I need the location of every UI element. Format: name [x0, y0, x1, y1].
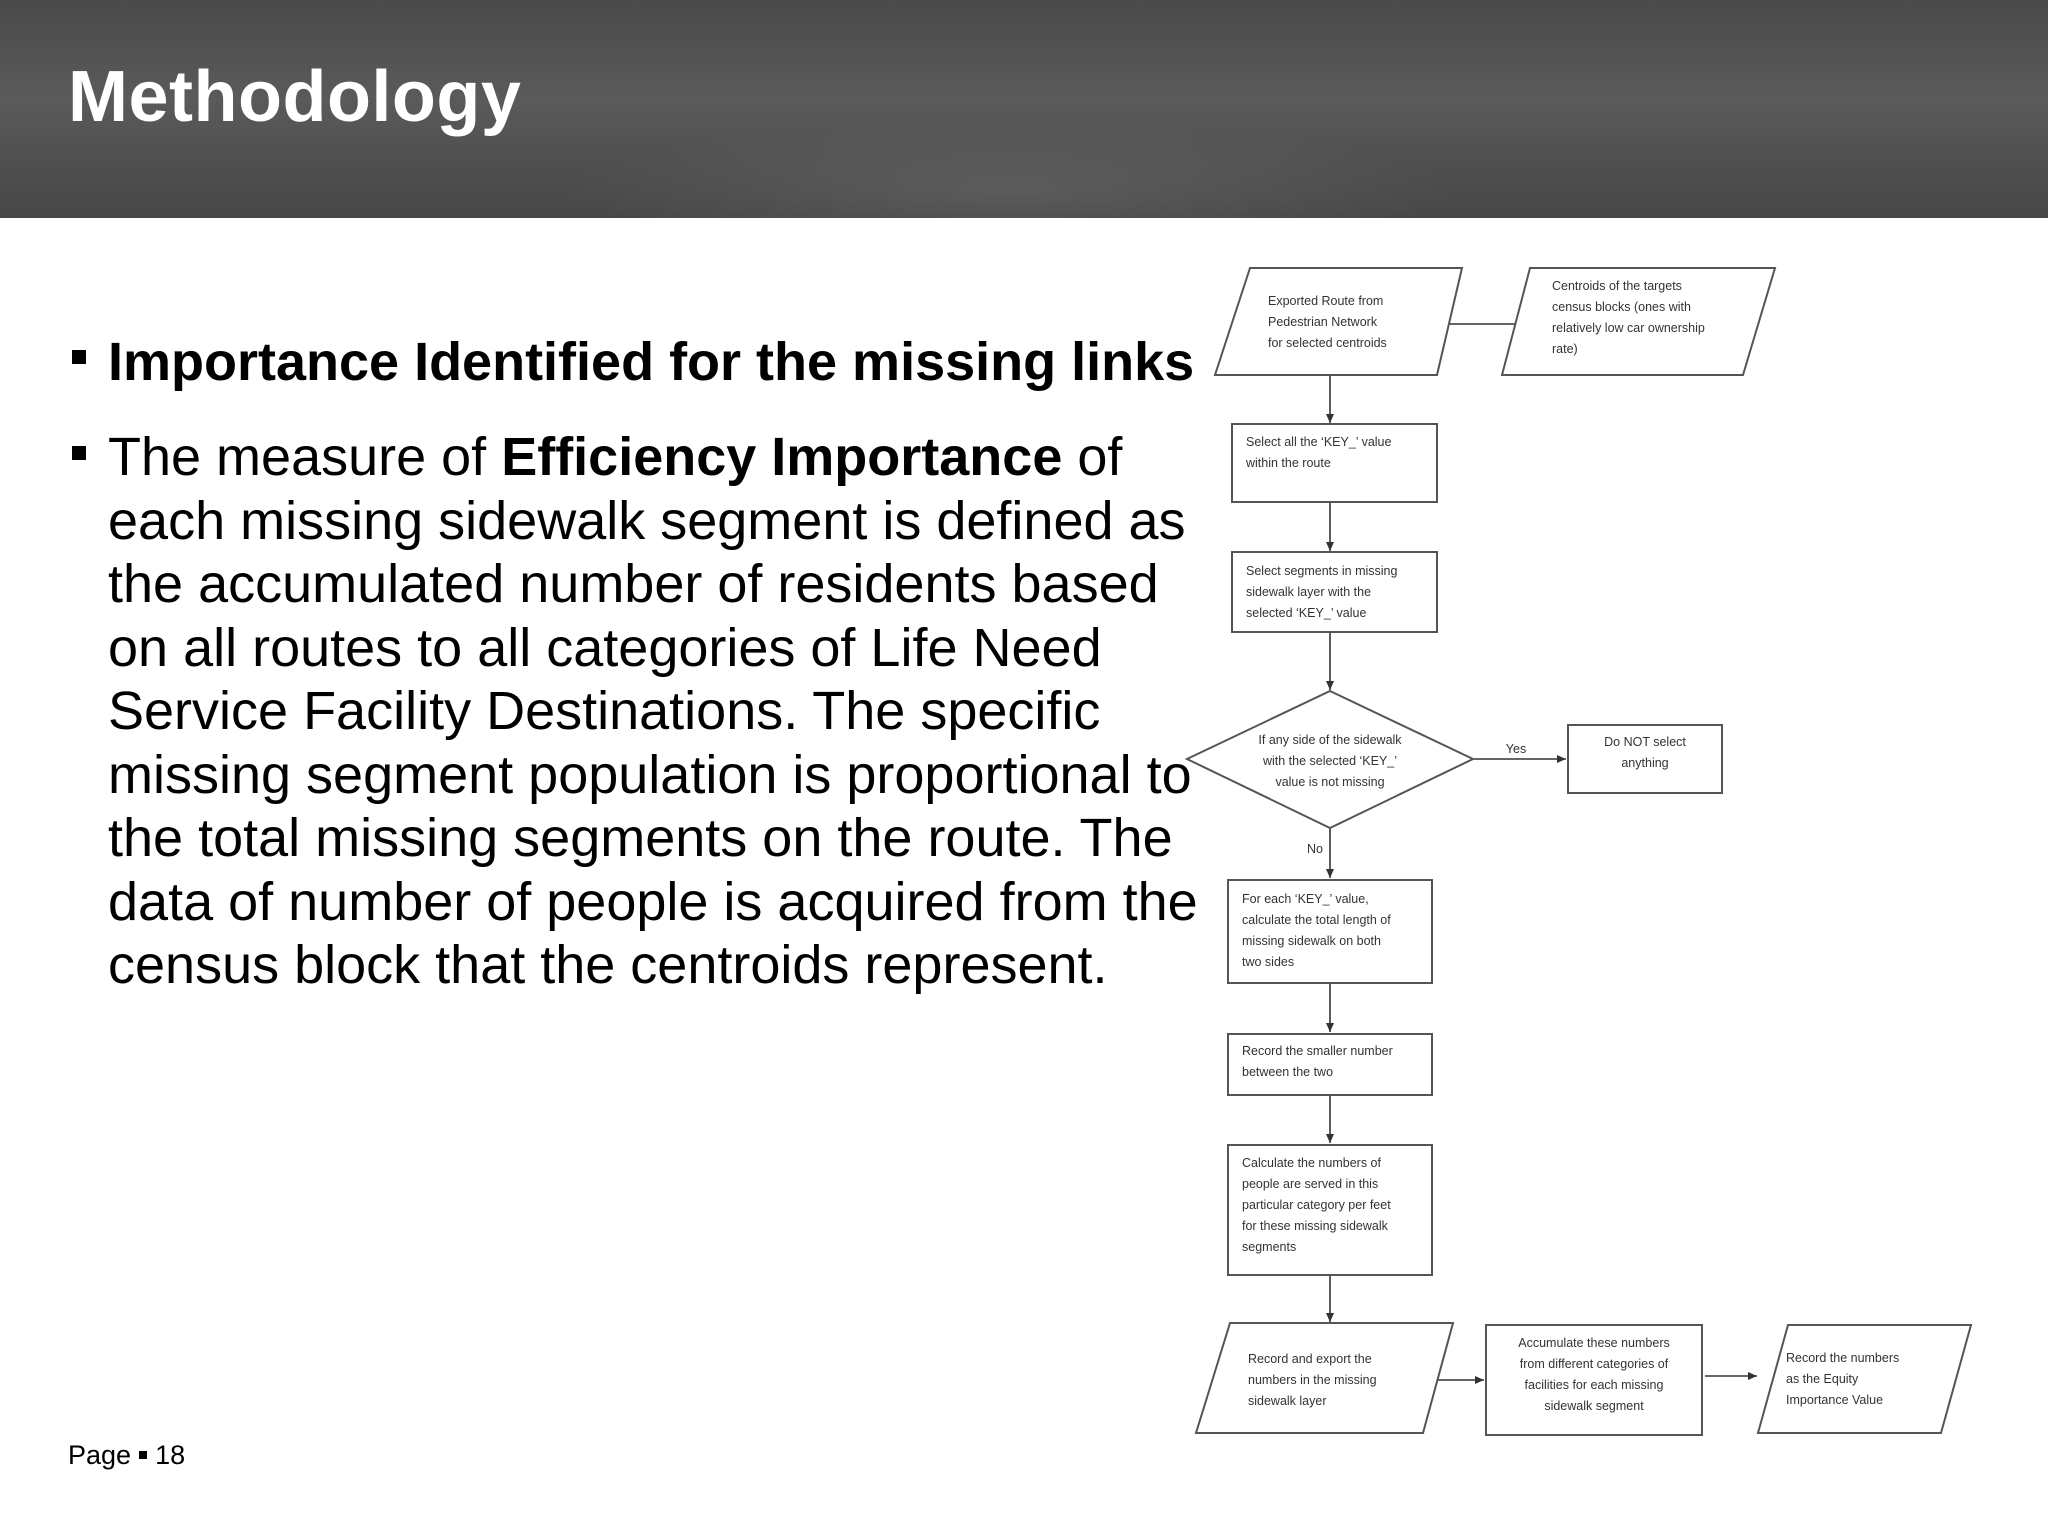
- label-line: particular category per feet: [1242, 1198, 1391, 1212]
- label-line: segments: [1242, 1240, 1297, 1254]
- label-line: within the route: [1246, 456, 1331, 470]
- label-line: sidewalk layer with the: [1246, 585, 1372, 599]
- node-calc-length: [1228, 880, 1432, 983]
- label-line: Centroids of the targets: [1552, 279, 1682, 293]
- label-line: Select all the ‘KEY_’ value: [1246, 435, 1392, 449]
- label-line: rate): [1552, 342, 1578, 356]
- label-line: census blocks (ones with: [1552, 300, 1691, 314]
- label-line: Record the numbers: [1786, 1351, 1900, 1365]
- label-line: sidewalk segment: [1544, 1399, 1644, 1413]
- node-decision: [1187, 691, 1473, 828]
- label-line: as the Equity: [1786, 1372, 1859, 1386]
- node-record-export: [1196, 1323, 1453, 1433]
- label-line: relatively low car ownership: [1552, 321, 1705, 335]
- edge-label-no: No: [1307, 842, 1323, 856]
- edge-label-yes: Yes: [1505, 742, 1527, 756]
- bullet-efficiency-pre: The measure of: [108, 427, 502, 487]
- label-line: between the two: [1242, 1065, 1334, 1079]
- slide-title: Methodology: [68, 57, 522, 137]
- label-line: with the selected ‘KEY_’: [1262, 754, 1398, 768]
- label-line: two sides: [1242, 955, 1295, 969]
- label-line: Record the smaller number: [1242, 1044, 1393, 1058]
- label-line: For each ‘KEY_’ value,: [1242, 892, 1369, 906]
- node-select-key: [1232, 424, 1437, 502]
- label-line: calculate the total length of: [1242, 913, 1391, 927]
- node-record-equity: [1758, 1325, 1971, 1433]
- label-line: If any side of the sidewalk: [1258, 733, 1402, 747]
- label-line: Accumulate these numbers: [1518, 1336, 1670, 1350]
- footer-page-label: Page: [68, 1440, 132, 1470]
- label-line: from different categories of: [1519, 1357, 1669, 1371]
- label-line: Exported Route from: [1268, 294, 1384, 308]
- footer-page-number: 18: [155, 1440, 186, 1470]
- bullet-efficiency-bold: Efficiency Importance: [501, 427, 1063, 487]
- label-line: Select segments in missing: [1246, 564, 1398, 578]
- label-line: people are served in this: [1242, 1177, 1379, 1191]
- label-line: Record and export the: [1248, 1352, 1372, 1366]
- bullet-efficiency-post: of each missing sidewalk segment is defined as the accumulated number of residents based on all routes to all categories of Life Need Service Facility Destinations. The specific missing segment population is proportional to the total missing segments on the route. The data of number of people is acquired from the census block that the centroids represent.: [108, 427, 1198, 995]
- label-line: anything: [1621, 756, 1669, 770]
- bullet-importance-text: Importance Identified for the missing links: [108, 332, 1195, 392]
- label-line: selected ‘KEY_’ value: [1246, 606, 1367, 620]
- label-line: value is not missing: [1275, 775, 1385, 789]
- label-line: for selected centroids: [1268, 336, 1387, 350]
- label-line: Do NOT select: [1604, 735, 1686, 749]
- label-line: missing sidewalk on both: [1242, 934, 1381, 948]
- label-line: facilities for each missing: [1524, 1378, 1664, 1392]
- label-line: Pedestrian Network: [1268, 315, 1378, 329]
- label-line: numbers in the missing: [1248, 1373, 1377, 1387]
- node-exported-route: [1215, 268, 1462, 375]
- node-accumulate: [1486, 1325, 1702, 1435]
- node-calc-people: [1228, 1145, 1432, 1275]
- node-select-segments: [1232, 552, 1437, 632]
- label-line: Importance Value: [1786, 1393, 1884, 1407]
- label-line: for these missing sidewalk: [1242, 1219, 1388, 1233]
- node-centroids: [1502, 268, 1775, 375]
- node-do-not-select: [1568, 725, 1722, 793]
- node-record-smaller: [1228, 1034, 1432, 1095]
- label-line: sidewalk layer: [1248, 1394, 1327, 1408]
- label-line: Calculate the numbers of: [1242, 1156, 1381, 1170]
